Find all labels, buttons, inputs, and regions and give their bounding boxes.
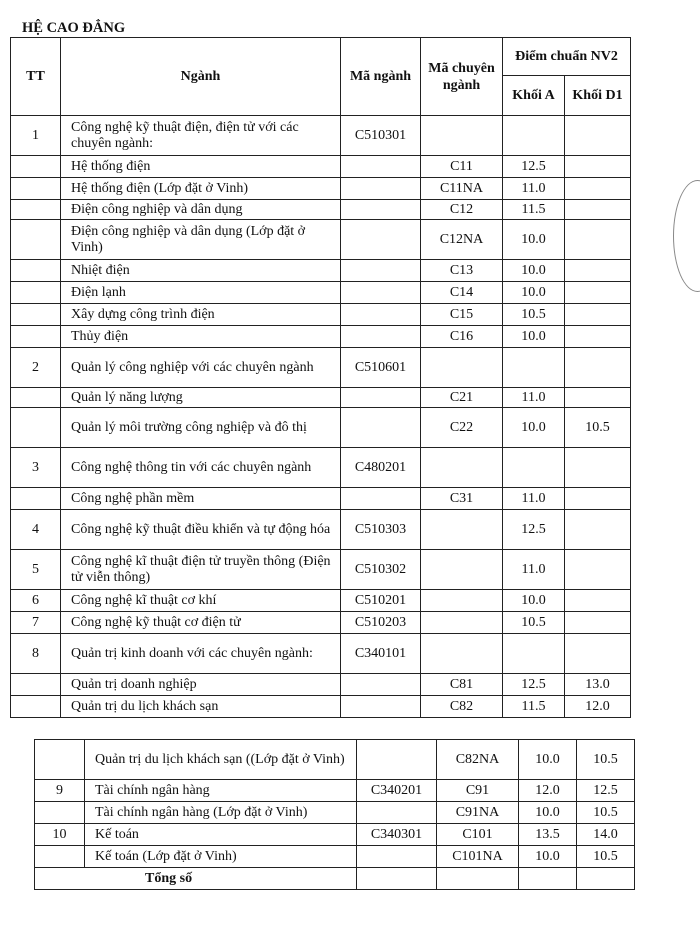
nganh-cell: Điện lạnh bbox=[61, 282, 341, 304]
tt-cell bbox=[11, 200, 61, 220]
khoi-a-cell: 10.5 bbox=[503, 304, 565, 326]
table-row bbox=[11, 488, 631, 510]
nganh-cell: Quản lý môi trường công nghiệp và đô thị bbox=[61, 408, 341, 448]
tt-cell bbox=[11, 326, 61, 348]
table-row bbox=[11, 408, 631, 448]
tt-cell: 5 bbox=[11, 550, 61, 590]
ma-nganh-cell: C510303 bbox=[341, 510, 421, 550]
khoi-a-cell bbox=[503, 116, 565, 156]
tt-cell: 10 bbox=[35, 824, 85, 846]
ma-chuyen-nganh-cell bbox=[421, 590, 503, 612]
khoi-d1-cell bbox=[565, 388, 631, 408]
header-khoi-a: Khối A bbox=[503, 76, 565, 116]
total-cell bbox=[577, 868, 635, 890]
ma-nganh-cell bbox=[357, 846, 437, 868]
ma-nganh-cell bbox=[341, 200, 421, 220]
tt-cell bbox=[11, 178, 61, 200]
admission-table-part-1 bbox=[10, 37, 631, 718]
header-ma-chuyen-nganh: Mã chuyên ngành bbox=[421, 38, 503, 116]
total-cell bbox=[437, 868, 519, 890]
table-row bbox=[11, 220, 631, 260]
table-row bbox=[11, 326, 631, 348]
khoi-a-cell: 10.5 bbox=[503, 612, 565, 634]
table-row bbox=[11, 388, 631, 408]
nganh-cell: Quản lý công nghiệp với các chuyên ngành bbox=[61, 348, 341, 388]
tt-cell bbox=[11, 388, 61, 408]
khoi-a-cell: 12.5 bbox=[503, 510, 565, 550]
nganh-cell: Điện công nghiệp và dân dụng (Lớp đặt ở Vinh) bbox=[61, 220, 341, 260]
ma-chuyen-nganh-cell bbox=[421, 116, 503, 156]
ma-nganh-cell bbox=[341, 388, 421, 408]
ma-chuyen-nganh-cell bbox=[421, 550, 503, 590]
section-heading: HỆ CAO ĐẲNG bbox=[22, 20, 126, 36]
tt-cell bbox=[35, 740, 85, 780]
nganh-cell: Tài chính ngân hàng (Lớp đặt ở Vinh) bbox=[85, 802, 357, 824]
khoi-a-cell bbox=[503, 448, 565, 488]
nganh-cell: Quản trị doanh nghiệp bbox=[61, 674, 341, 696]
total-cell bbox=[357, 868, 437, 890]
nganh-cell: Kế toán (Lớp đặt ở Vinh) bbox=[85, 846, 357, 868]
ma-chuyen-nganh-cell bbox=[421, 448, 503, 488]
header-tt: TT bbox=[11, 38, 61, 116]
nganh-cell: Công nghệ kỹ thuật điện, điện tử với các chuyên ngành: bbox=[61, 116, 341, 156]
table-row bbox=[35, 846, 635, 868]
khoi-a-cell: 10.0 bbox=[519, 846, 577, 868]
khoi-d1-cell bbox=[565, 448, 631, 488]
ma-chuyen-nganh-cell: C82NA bbox=[437, 740, 519, 780]
tt-cell: 2 bbox=[11, 348, 61, 388]
header-nganh: Ngành bbox=[61, 38, 341, 116]
ma-nganh-cell bbox=[341, 326, 421, 348]
ma-chuyen-nganh-cell: C31 bbox=[421, 488, 503, 510]
stamp-seal bbox=[673, 180, 700, 292]
ma-chuyen-nganh-cell bbox=[421, 348, 503, 388]
ma-nganh-cell bbox=[341, 178, 421, 200]
table-row bbox=[11, 590, 631, 612]
khoi-d1-cell bbox=[565, 282, 631, 304]
khoi-a-cell: 11.5 bbox=[503, 200, 565, 220]
khoi-d1-cell bbox=[565, 260, 631, 282]
khoi-d1-cell bbox=[565, 220, 631, 260]
ma-chuyen-nganh-cell: C91NA bbox=[437, 802, 519, 824]
khoi-d1-cell bbox=[565, 348, 631, 388]
ma-chuyen-nganh-cell: C82 bbox=[421, 696, 503, 718]
ma-chuyen-nganh-cell: C12 bbox=[421, 200, 503, 220]
tt-cell bbox=[11, 488, 61, 510]
nganh-cell: Công nghệ kĩ thuật cơ khí bbox=[61, 590, 341, 612]
table-row bbox=[11, 178, 631, 200]
nganh-cell: Thủy điện bbox=[61, 326, 341, 348]
ma-nganh-cell: C340101 bbox=[341, 634, 421, 674]
table-row bbox=[11, 612, 631, 634]
khoi-a-cell: 10.0 bbox=[503, 260, 565, 282]
tt-cell bbox=[35, 802, 85, 824]
ma-nganh-cell: C340301 bbox=[357, 824, 437, 846]
nganh-cell: Quản trị kinh doanh với các chuyên ngành: bbox=[61, 634, 341, 674]
nganh-cell: Quản trị du lịch khách sạn bbox=[61, 696, 341, 718]
ma-chuyen-nganh-cell bbox=[421, 634, 503, 674]
khoi-d1-cell bbox=[565, 178, 631, 200]
total-label: Tổng số bbox=[35, 868, 357, 890]
ma-nganh-cell bbox=[341, 674, 421, 696]
ma-chuyen-nganh-cell bbox=[421, 510, 503, 550]
ma-chuyen-nganh-cell: C22 bbox=[421, 408, 503, 448]
ma-nganh-cell: C510301 bbox=[341, 116, 421, 156]
tt-cell: 3 bbox=[11, 448, 61, 488]
table-row bbox=[11, 448, 631, 488]
tt-cell bbox=[11, 696, 61, 718]
admission-table-part-2 bbox=[34, 739, 635, 890]
ma-nganh-cell bbox=[341, 304, 421, 326]
khoi-a-cell: 11.5 bbox=[503, 696, 565, 718]
nganh-cell: Hệ thống điện (Lớp đặt ở Vinh) bbox=[61, 178, 341, 200]
ma-nganh-cell: C340201 bbox=[357, 780, 437, 802]
ma-chuyen-nganh-cell: C12NA bbox=[421, 220, 503, 260]
nganh-cell: Hệ thống điện bbox=[61, 156, 341, 178]
ma-chuyen-nganh-cell: C11 bbox=[421, 156, 503, 178]
table-row bbox=[11, 282, 631, 304]
table-row bbox=[11, 674, 631, 696]
nganh-cell: Quản lý năng lượng bbox=[61, 388, 341, 408]
khoi-d1-cell: 12.0 bbox=[565, 696, 631, 718]
ma-nganh-cell bbox=[357, 802, 437, 824]
khoi-d1-cell bbox=[565, 116, 631, 156]
nganh-cell: Quản trị du lịch khách sạn ((Lớp đặt ở Vinh) bbox=[85, 740, 357, 780]
tt-cell bbox=[11, 282, 61, 304]
tt-cell: 9 bbox=[35, 780, 85, 802]
khoi-d1-cell: 10.5 bbox=[577, 846, 635, 868]
table-row bbox=[11, 200, 631, 220]
khoi-a-cell: 11.0 bbox=[503, 388, 565, 408]
ma-nganh-cell: C510203 bbox=[341, 612, 421, 634]
khoi-a-cell: 13.5 bbox=[519, 824, 577, 846]
table-row bbox=[35, 740, 635, 780]
table-2-body bbox=[35, 740, 635, 868]
ma-chuyen-nganh-cell: C91 bbox=[437, 780, 519, 802]
table-row bbox=[11, 304, 631, 326]
nganh-cell: Công nghệ kỹ thuật điều khiển và tự động hóa bbox=[61, 510, 341, 550]
khoi-d1-cell bbox=[565, 634, 631, 674]
khoi-a-cell: 12.0 bbox=[519, 780, 577, 802]
khoi-d1-cell bbox=[565, 510, 631, 550]
ma-chuyen-nganh-cell: C15 bbox=[421, 304, 503, 326]
nganh-cell: Công nghệ kỹ thuật cơ điện tử bbox=[61, 612, 341, 634]
ma-chuyen-nganh-cell: C13 bbox=[421, 260, 503, 282]
table-row bbox=[11, 116, 631, 156]
table-row bbox=[11, 510, 631, 550]
tt-cell bbox=[35, 846, 85, 868]
tt-cell bbox=[11, 408, 61, 448]
table-row bbox=[11, 550, 631, 590]
khoi-d1-cell: 12.5 bbox=[577, 780, 635, 802]
header-khoi-d1: Khối D1 bbox=[565, 76, 631, 116]
tt-cell: 6 bbox=[11, 590, 61, 612]
nganh-cell: Điện công nghiệp và dân dụng bbox=[61, 200, 341, 220]
tt-cell bbox=[11, 674, 61, 696]
ma-chuyen-nganh-cell: C81 bbox=[421, 674, 503, 696]
khoi-a-cell: 11.0 bbox=[503, 178, 565, 200]
tt-cell bbox=[11, 304, 61, 326]
khoi-a-cell: 10.0 bbox=[503, 408, 565, 448]
ma-nganh-cell bbox=[357, 740, 437, 780]
tt-cell: 7 bbox=[11, 612, 61, 634]
ma-chuyen-nganh-cell bbox=[421, 612, 503, 634]
ma-nganh-cell: C510601 bbox=[341, 348, 421, 388]
nganh-cell: Tài chính ngân hàng bbox=[85, 780, 357, 802]
nganh-cell: Nhiệt điện bbox=[61, 260, 341, 282]
tt-cell: 8 bbox=[11, 634, 61, 674]
ma-nganh-cell: C480201 bbox=[341, 448, 421, 488]
ma-nganh-cell bbox=[341, 488, 421, 510]
khoi-a-cell bbox=[503, 634, 565, 674]
khoi-d1-cell bbox=[565, 488, 631, 510]
khoi-a-cell: 12.5 bbox=[503, 674, 565, 696]
table-row bbox=[11, 634, 631, 674]
khoi-d1-cell: 13.0 bbox=[565, 674, 631, 696]
khoi-d1-cell bbox=[565, 550, 631, 590]
tt-cell bbox=[11, 260, 61, 282]
ma-nganh-cell bbox=[341, 696, 421, 718]
nganh-cell: Xây dựng công trình điện bbox=[61, 304, 341, 326]
nganh-cell: Kế toán bbox=[85, 824, 357, 846]
khoi-a-cell: 10.0 bbox=[503, 220, 565, 260]
table-1-body bbox=[11, 116, 631, 718]
khoi-d1-cell: 10.5 bbox=[565, 408, 631, 448]
khoi-a-cell: 10.0 bbox=[503, 326, 565, 348]
table-row bbox=[35, 824, 635, 846]
khoi-a-cell bbox=[503, 348, 565, 388]
nganh-cell: Công nghệ kĩ thuật điện tử truyền thông (Điện tử viễn thông) bbox=[61, 550, 341, 590]
table-row bbox=[35, 802, 635, 824]
tt-cell: 4 bbox=[11, 510, 61, 550]
khoi-d1-cell: 14.0 bbox=[577, 824, 635, 846]
ma-nganh-cell bbox=[341, 282, 421, 304]
khoi-a-cell: 10.0 bbox=[503, 282, 565, 304]
ma-nganh-cell bbox=[341, 220, 421, 260]
khoi-d1-cell bbox=[565, 590, 631, 612]
ma-nganh-cell bbox=[341, 260, 421, 282]
tt-cell: 1 bbox=[11, 116, 61, 156]
khoi-a-cell: 10.0 bbox=[503, 590, 565, 612]
ma-nganh-cell bbox=[341, 156, 421, 178]
ma-chuyen-nganh-cell: C11NA bbox=[421, 178, 503, 200]
table-row bbox=[11, 156, 631, 178]
table-row bbox=[11, 260, 631, 282]
khoi-d1-cell bbox=[565, 612, 631, 634]
ma-chuyen-nganh-cell: C101NA bbox=[437, 846, 519, 868]
ma-nganh-cell bbox=[341, 408, 421, 448]
table-row bbox=[11, 696, 631, 718]
ma-nganh-cell: C510302 bbox=[341, 550, 421, 590]
khoi-d1-cell bbox=[565, 156, 631, 178]
ma-chuyen-nganh-cell: C14 bbox=[421, 282, 503, 304]
khoi-a-cell: 10.0 bbox=[519, 802, 577, 824]
khoi-a-cell: 11.0 bbox=[503, 488, 565, 510]
tt-cell bbox=[11, 220, 61, 260]
khoi-a-cell: 12.5 bbox=[503, 156, 565, 178]
total-cell bbox=[519, 868, 577, 890]
table-row bbox=[11, 348, 631, 388]
khoi-d1-cell: 10.5 bbox=[577, 740, 635, 780]
tt-cell bbox=[11, 156, 61, 178]
ma-nganh-cell: C510201 bbox=[341, 590, 421, 612]
khoi-d1-cell: 10.5 bbox=[577, 802, 635, 824]
table-row bbox=[35, 780, 635, 802]
nganh-cell: Công nghệ thông tin với các chuyên ngành bbox=[61, 448, 341, 488]
nganh-cell: Công nghệ phần mềm bbox=[61, 488, 341, 510]
header-ma-nganh: Mã ngành bbox=[341, 38, 421, 116]
header-diem-chuan: Điểm chuẩn NV2 bbox=[503, 38, 631, 76]
khoi-a-cell: 10.0 bbox=[519, 740, 577, 780]
ma-chuyen-nganh-cell: C16 bbox=[421, 326, 503, 348]
ma-chuyen-nganh-cell: C21 bbox=[421, 388, 503, 408]
khoi-d1-cell bbox=[565, 304, 631, 326]
khoi-a-cell: 11.0 bbox=[503, 550, 565, 590]
khoi-d1-cell bbox=[565, 200, 631, 220]
ma-chuyen-nganh-cell: C101 bbox=[437, 824, 519, 846]
khoi-d1-cell bbox=[565, 326, 631, 348]
